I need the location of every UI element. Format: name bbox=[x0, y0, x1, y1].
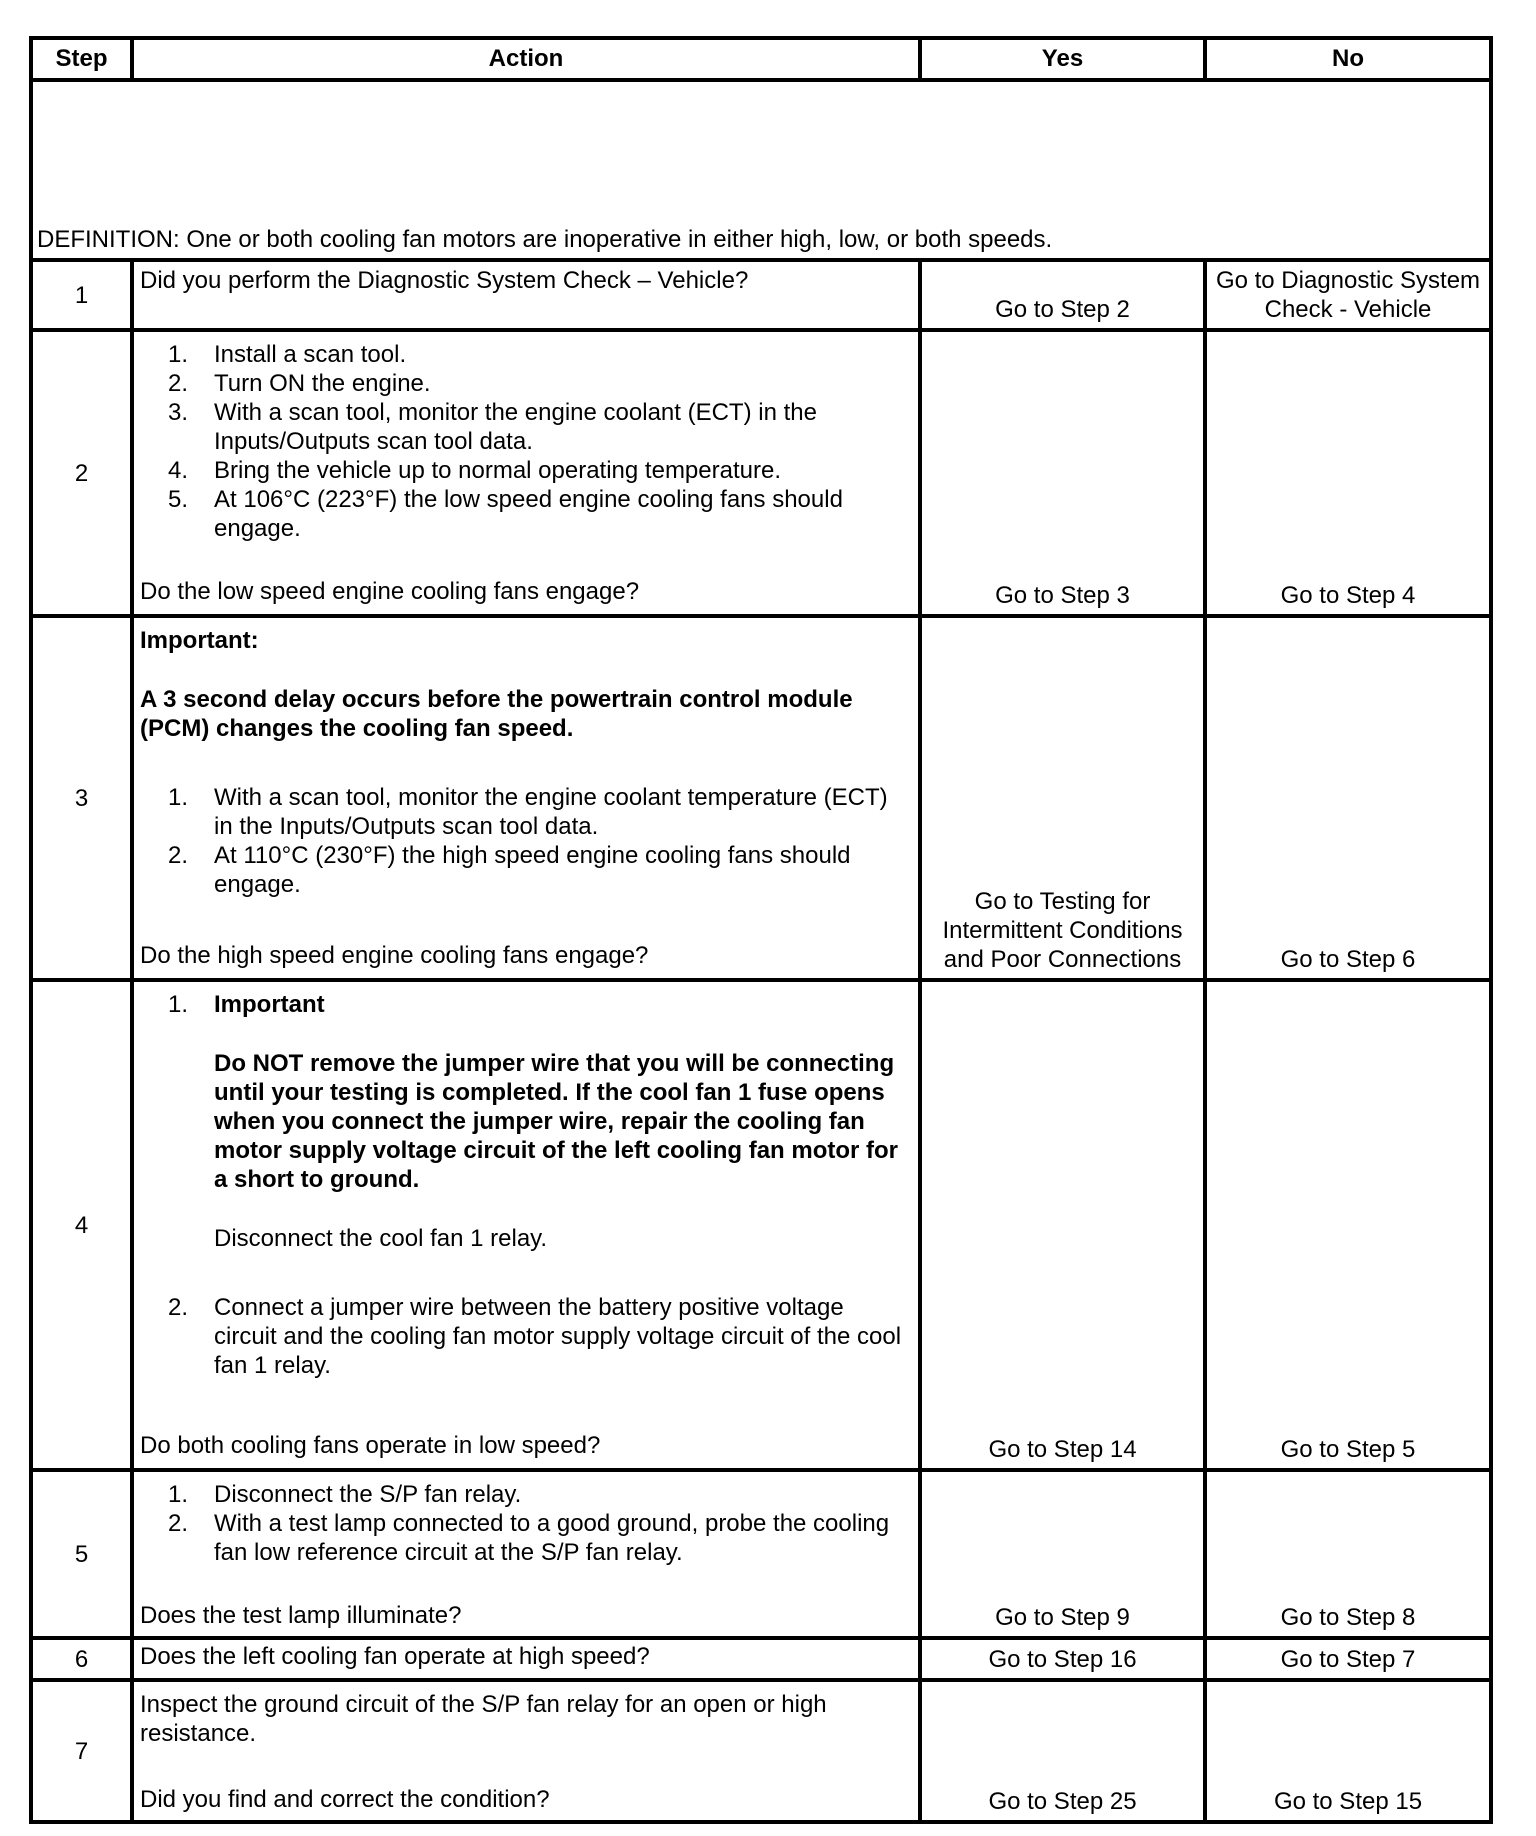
list-item: 3. With a scan tool, monitor the engine coolant (ECT) in the Inputs/Outputs scan tool data. bbox=[167, 399, 817, 455]
yes-outcome: Go to Step 16 bbox=[920, 1638, 1205, 1680]
step-number: 4 bbox=[31, 980, 132, 1470]
no-outcome: Go to Diagnostic System Check - Vehicle bbox=[1205, 260, 1491, 330]
header-yes: Yes bbox=[920, 38, 1205, 80]
important-label: Important: bbox=[140, 627, 259, 654]
list-item: 2. With a test lamp connected to a good ground, probe the cooling fan low reference circuit at the S/P fan relay. bbox=[167, 1510, 890, 1566]
table-row bbox=[31, 1680, 1491, 1822]
table-row bbox=[31, 616, 1491, 980]
table-row bbox=[31, 1638, 1491, 1680]
table-row bbox=[31, 980, 1491, 1470]
list-item: 1. Disconnect the S/P fan relay. bbox=[167, 1481, 522, 1508]
list-item: 4. Bring the vehicle up to normal operating temperature. bbox=[167, 457, 781, 484]
action-cell bbox=[132, 1680, 920, 1822]
header-no: No bbox=[1205, 38, 1491, 80]
action-cell bbox=[132, 980, 920, 1470]
header-step: Step bbox=[31, 38, 132, 80]
action-question: Do the high speed engine cooling fans engage? bbox=[140, 942, 649, 969]
table-row bbox=[31, 260, 1491, 330]
no-outcome: Go to Step 6 bbox=[1205, 616, 1491, 980]
yes-outcome: Go to Step 9 bbox=[920, 1470, 1205, 1638]
action-question: Do both cooling fans operate in low speed? bbox=[140, 1432, 601, 1459]
no-outcome: Go to Step 8 bbox=[1205, 1470, 1491, 1638]
no-outcome: Go to Step 15 bbox=[1205, 1680, 1491, 1822]
list-item: 2. Connect a jumper wire between the battery positive voltage circuit and the cooling fan motor supply voltage circuit of the cool fan 1 relay. bbox=[167, 1294, 902, 1379]
yes-outcome: Go to Step 14 bbox=[920, 980, 1205, 1470]
step-number: 1 bbox=[31, 260, 132, 330]
table-row bbox=[31, 330, 1491, 616]
important-note: Do NOT remove the jumper wire that you will be connecting until your testing is completed. If the cool fan 1 fuse opens when you connect the jumper wire, repair the cooling fan motor supply voltage circuit of the left cooling fan motor for a short to ground. bbox=[214, 1050, 899, 1193]
action-cell bbox=[132, 1470, 920, 1638]
important-label: Important bbox=[214, 991, 325, 1018]
list-item: 2. At 110°C (230°F) the high speed engine cooling fans should engage. bbox=[167, 842, 851, 898]
list-item: 2. Turn ON the engine. bbox=[167, 370, 431, 397]
list-item: 1. Important Do NOT remove the jumper wire that you will be connecting until your testing is completed. If the cool fan 1 fuse opens when you connect the jumper wire, repair the cooling fan motor supply voltage circuit of the left cooling fan motor for a short to ground. Disconnect the cool fan 1 relay. bbox=[140, 990, 912, 1253]
no-outcome: Go to Step 7 bbox=[1205, 1638, 1491, 1680]
action-question: Did you perform the Diagnostic System Check – Vehicle? bbox=[132, 260, 920, 330]
definition-row bbox=[31, 80, 1491, 260]
header-row bbox=[31, 38, 1491, 80]
list-item: 1. Install a scan tool. bbox=[167, 341, 407, 368]
action-question: Does the test lamp illuminate? bbox=[140, 1602, 462, 1629]
yes-outcome: Go to Testing for Intermittent Conditions and Poor Connections bbox=[920, 616, 1205, 980]
no-outcome: Go to Step 5 bbox=[1205, 980, 1491, 1470]
table-row bbox=[31, 1470, 1491, 1638]
important-note: A 3 second delay occurs before the powertrain control module (PCM) changes the cooling fan speed. bbox=[140, 686, 853, 742]
action-cell bbox=[132, 330, 920, 616]
instruction-list bbox=[140, 340, 912, 543]
instruction-list bbox=[140, 990, 912, 1380]
no-outcome: Go to Step 4 bbox=[1205, 330, 1491, 616]
list-item: 1. With a scan tool, monitor the engine coolant temperature (ECT) in the Inputs/Outputs scan tool data. bbox=[167, 784, 888, 840]
action-cell bbox=[132, 616, 920, 980]
yes-outcome: Go to Step 2 bbox=[920, 260, 1205, 330]
action-question: Does the left cooling fan operate at high speed? bbox=[132, 1638, 920, 1680]
instruction-list bbox=[140, 783, 912, 899]
action-text: Inspect the ground circuit of the S/P fan relay for an open or high resistance. bbox=[140, 1691, 827, 1747]
instruction-list bbox=[140, 1480, 912, 1567]
step-number: 2 bbox=[31, 330, 132, 616]
yes-outcome: Go to Step 3 bbox=[920, 330, 1205, 616]
action-question: Do the low speed engine cooling fans engage? bbox=[140, 578, 640, 605]
step-number: 3 bbox=[31, 616, 132, 980]
step-number: 7 bbox=[31, 1680, 132, 1822]
step-number: 5 bbox=[31, 1470, 132, 1638]
action-question: Did you find and correct the condition? bbox=[140, 1786, 550, 1813]
list-item: 5. At 106°C (223°F) the low speed engine cooling fans should engage. bbox=[167, 486, 843, 542]
header-action: Action bbox=[132, 38, 920, 80]
yes-outcome: Go to Step 25 bbox=[920, 1680, 1205, 1822]
diagnostic-table bbox=[29, 36, 1493, 1824]
definition-text: DEFINITION: One or both cooling fan motors are inoperative in either high, low, or both speeds. bbox=[31, 80, 1491, 260]
step-number: 6 bbox=[31, 1638, 132, 1680]
